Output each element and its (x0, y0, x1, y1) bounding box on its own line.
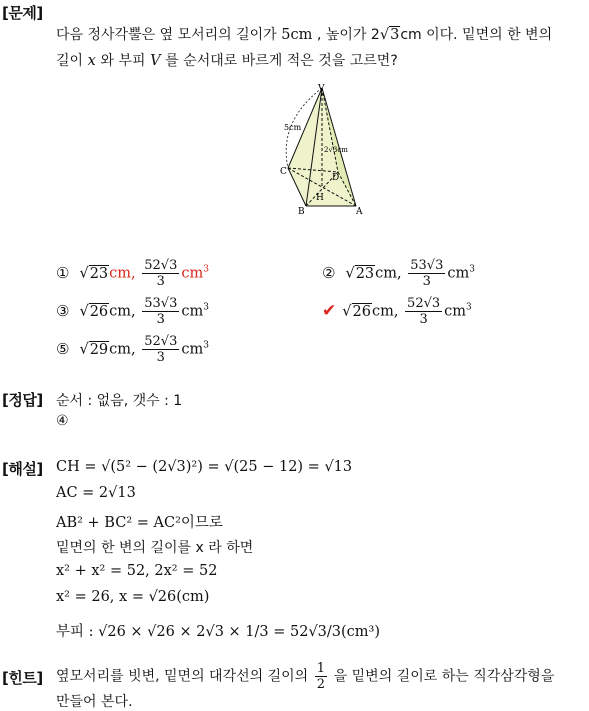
label-5cm: 5cm (284, 123, 302, 132)
label-v: V (318, 84, 325, 94)
explanation-line-7: 부피 : √26 × √26 × 2√3 × 1/3 = 52√3/3(cm³) (56, 624, 381, 640)
choice-2[interactable]: ② √23cm, $\frac{53√3}{3}$ $cm^3$ (322, 258, 475, 289)
question-line-1: 다음 정사각뿔은 옆 모서리의 길이가 5cm , 높이가 2√3cm 이다. 밑면의 한 변의 (56, 27, 553, 43)
explanation-line-3: AB² + BC² = AC²이므로 (56, 515, 223, 531)
choice-1[interactable]: ① √23cm, $\frac{52√3}{3}$ $cm^3$ (56, 258, 209, 289)
label-height: 2√3cm (324, 146, 348, 154)
choice-3[interactable]: ③ √26cm, $\frac{53√3}{3}$ $cm^3$ (56, 296, 209, 327)
pyramid-figure (276, 82, 376, 222)
label-h: H (316, 193, 324, 203)
hint-label: [힌트] (2, 669, 43, 687)
choice-5[interactable]: ⑤ √29cm, $\frac{52√3}{3}$ $cm^3$ (56, 334, 209, 365)
choice-4-correct[interactable]: ✔ √26cm, $\frac{52√3}{3}$ $cm^3$ (322, 296, 472, 327)
problem-label: [문제] (2, 4, 43, 22)
explanation-line-4: 밑면의 한 변의 길이를 x 라 하면 (56, 540, 254, 556)
label-b: B (298, 207, 305, 217)
hint-line-1: 옆모서리를 빗변, 밑면의 대각선의 길이의 $\frac{1}{2}$ 을 밑변의 길이로 하는 직각삼각형을 (56, 661, 555, 692)
question-line-2: 길이 x 와 부피 V 를 순서대로 바르게 적은 것을 고르면? (56, 53, 398, 69)
label-c: C (280, 167, 287, 177)
explanation-line-2: AC = 2√13 (56, 485, 136, 501)
explanation-label: [해설] (2, 460, 43, 478)
explanation-line-1: CH = √(5² − (2√3)²) = √(25 − 12) = √13 (56, 459, 353, 475)
answer-line-2: ④ (56, 413, 69, 429)
answer-line-1: 순서 : 없음, 갯수 : 1 (56, 393, 183, 409)
explanation-line-5: x² + x² = 52, 2x² = 52 (56, 563, 218, 579)
explanation-line-6: x² = 26, x = √26(cm) (56, 589, 210, 605)
hint-line-2: 만들어 본다. (56, 694, 133, 710)
label-a: A (356, 207, 363, 217)
label-d: D (332, 173, 340, 183)
check-icon: ✔ (322, 300, 337, 321)
answer-label: [정답] (2, 391, 43, 409)
